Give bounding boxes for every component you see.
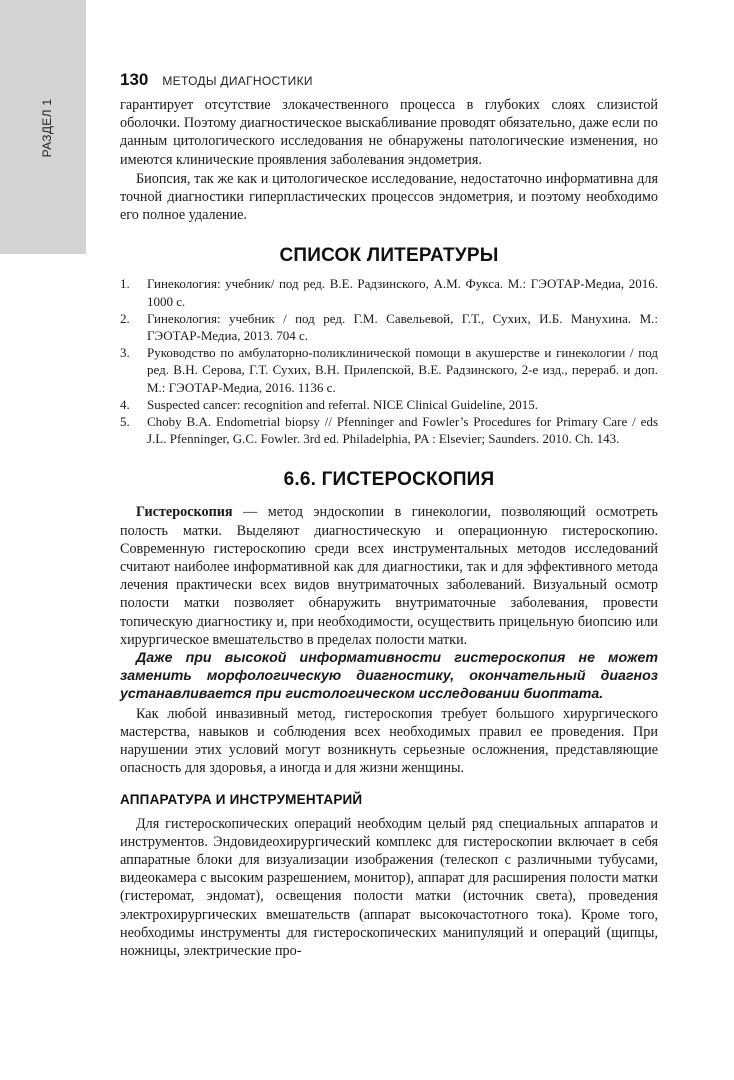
reference-item [120,344,658,396]
references-heading: СПИСОК ЛИТЕРАТУРЫ [279,245,499,267]
reference-item [120,396,658,413]
reference-number: 5. [120,414,130,430]
section-heading: 6.6. ГИСТЕРОСКОПИЯ [283,469,495,491]
reference-item [120,310,658,344]
intro-paragraph-2: Биопсия, так же как и цитологическое исследование, недостаточно информативна для точной диагностики гиперпластических процессов эндометрия, и поэтому необходимо его полное удаление. [120,170,658,224]
reference-item [120,275,658,309]
chapter-side-tab [0,0,86,254]
reference-number: 4. [120,396,130,412]
equipment-paragraph: Для гистероскопических операций необходим целый ряд специальных аппаратов и инструментов. Эндовидеохирургический комплекс для гистероскопии включает в себя аппаратные блоки для визуализации изображения (телескоп с различными тубусами, видеокамера с высоким разрешением, монитор), аппарат для расширения полости матки (гистеромат, эндомат), освещения полости матки (источник света), проведения электрохирургических вмешательств (аппарат высокочастотного тока). Кроме того, необходимы инструменты для гистероскопических манипуляций и операций (щипцы, ножницы, электрические про- [120,815,658,959]
running-header [120,70,313,90]
references-list [120,275,658,447]
reference-text: Suspected cancer: recognition and referral. NICE Clinical Guideline, 2015. [147,396,538,412]
definition-text: — метод эндоскопии в гинекологии, позволяющий осмотреть полость матки. Выделяют диагностическую и операционную гистероскопию. Современную гистероскопию среди всех инструментальных методов исследований считают наиболее информативной как для диагностики, так и для эффективного метода лечения практически всех видов внутриматочных заболеваний. Визуальный осмотр полости матки позволяет обнаружить внутриматочные заболевания, провести топическую диагностику и, при необходимости, осуществить прицельную биопсию или хирургическое вмешательство в пределах полости матки. [120,504,658,648]
reference-text: Гинекология: учебник/ под ред. В.Е. Радзинского, А.М. Фукса. М.: ГЭОТАР-Медиа, 2016. 1000 с. [147,276,658,309]
page-body [120,96,658,960]
running-section-title: МЕТОДЫ ДИАГНОСТИКИ [162,74,313,88]
risk-paragraph: Как любой инвазивный метод, гистероскопия требует большого хирургического мастерства, навыков и соблюдения всех необходимых правил ее проведения. При нарушении этих условий могут возникнуть серьезные осложнения, представляющие опасность для здоровья, а иногда и для жизни женщины. [120,705,658,777]
reference-number: 3. [120,345,130,361]
subsection-heading: АППАРАТУРА И ИНСТРУМЕНТАРИЙ [120,791,363,807]
reference-text: Руководство по амбулаторно-поликлинической помощи в акушерстве и гинекологии / под ред. В.Н. Серова, Г.Т. Сухих, В.Н. Прилепской, В.Е. Радзинского, 2-е изд., перераб. и доп. М.: ГЭОТАР-Медиа, 2016. 1136 с. [147,345,658,395]
chapter-side-label: РАЗДЕЛ 1 [40,98,54,158]
reference-text: Гинекология: учебник / под ред. Г.М. Савельевой, Г.Т., Сухих, И.Б. Манухина. М.: ГЭОТАР-Медиа, 2013. 704 с. [147,310,658,344]
reference-text: Choby B.A. Endometrial biopsy // Pfenninger and Fowler’s Procedures for Primary Care / eds J.L. Pfenninger, G.C. Fowler. 3rd ed. Philadelphia, PA : Elsevier; Saunders. 2010. Ch. 143. [147,414,658,447]
term-bold: Гистероскопия [136,504,233,521]
reference-number: 1. [120,276,130,292]
reference-item [120,413,658,447]
reference-number: 2. [120,310,130,326]
intro-paragraph-1: гарантирует отсутствие злокачественного процесса в глубоких слоях слизистой оболочки. Поэтому диагностическое выскабливание проводят обязательно, даже если по данным цитологического исследования не обнаружены патологические изменения, но имеются клинические проявления заболевания эндометрия. [120,97,658,168]
warning-paragraph: Даже при высокой информативности гистероскопия не может заменить морфологическую диагностику, окончательный диагноз устанавливается при гистологическом исследовании биоптата. [120,650,658,703]
page-number: 130 [120,70,149,89]
definition-paragraph [120,503,658,649]
